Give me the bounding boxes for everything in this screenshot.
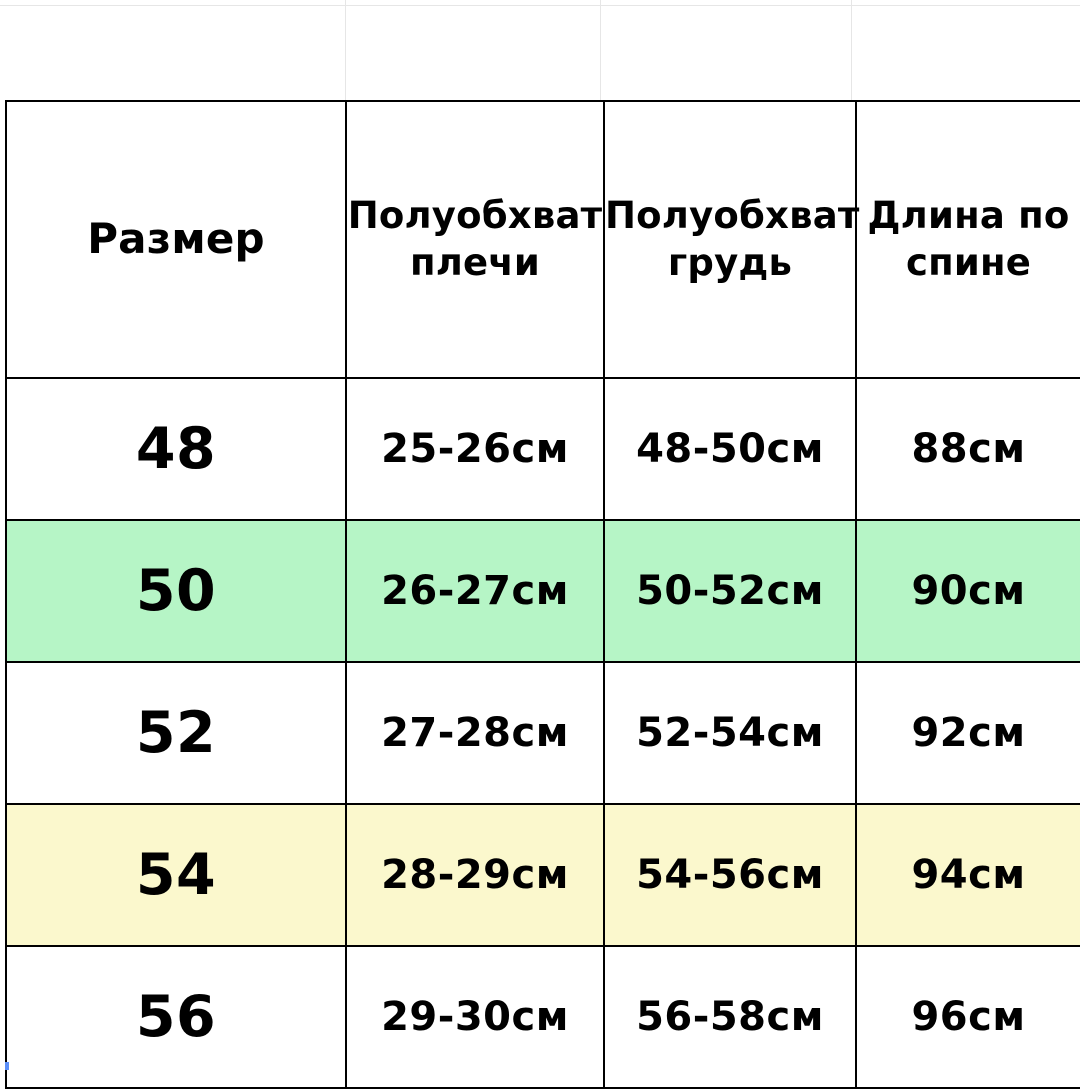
- cell-length: 90см: [856, 520, 1080, 662]
- table-header-row: [6, 101, 1080, 378]
- grid-line-vertical-1: [345, 0, 346, 100]
- cell-shoulders: 25-26см: [346, 378, 604, 520]
- cell-size: 48: [6, 378, 346, 520]
- size-chart-table: [5, 100, 1080, 1089]
- cell-size: 50: [6, 520, 346, 662]
- table-row-highlighted-yellow: [6, 804, 1080, 946]
- cell-size: 56: [6, 946, 346, 1088]
- cell-size: 52: [6, 662, 346, 804]
- table-row-highlighted-green: [6, 520, 1080, 662]
- cell-chest: 54-56см: [604, 804, 856, 946]
- grid-line-vertical-2: [600, 0, 601, 100]
- grid-line-vertical-3: [851, 0, 852, 100]
- table-row: [6, 946, 1080, 1088]
- table-row: [6, 378, 1080, 520]
- cell-chest: 48-50см: [604, 378, 856, 520]
- cell-chest: 56-58см: [604, 946, 856, 1088]
- table-header: [6, 101, 1080, 378]
- cell-size: 54: [6, 804, 346, 946]
- column-header-chest: Полуобхват грудь: [604, 101, 856, 378]
- cell-chest: 52-54см: [604, 662, 856, 804]
- cell-length: 92см: [856, 662, 1080, 804]
- table-body: [6, 378, 1080, 1088]
- cell-length: 94см: [856, 804, 1080, 946]
- column-header-shoulders: Полуобхват плечи: [346, 101, 604, 378]
- selection-marker: [5, 1062, 9, 1070]
- column-header-size: Размер: [6, 101, 346, 378]
- grid-line-horizontal-1: [0, 5, 1080, 6]
- cell-shoulders: 26-27см: [346, 520, 604, 662]
- cell-chest: 50-52см: [604, 520, 856, 662]
- cell-shoulders: 28-29см: [346, 804, 604, 946]
- cell-shoulders: 27-28см: [346, 662, 604, 804]
- cell-length: 96см: [856, 946, 1080, 1088]
- cell-shoulders: 29-30см: [346, 946, 604, 1088]
- cell-length: 88см: [856, 378, 1080, 520]
- table-row: [6, 662, 1080, 804]
- column-header-length: Длина по спине: [856, 101, 1080, 378]
